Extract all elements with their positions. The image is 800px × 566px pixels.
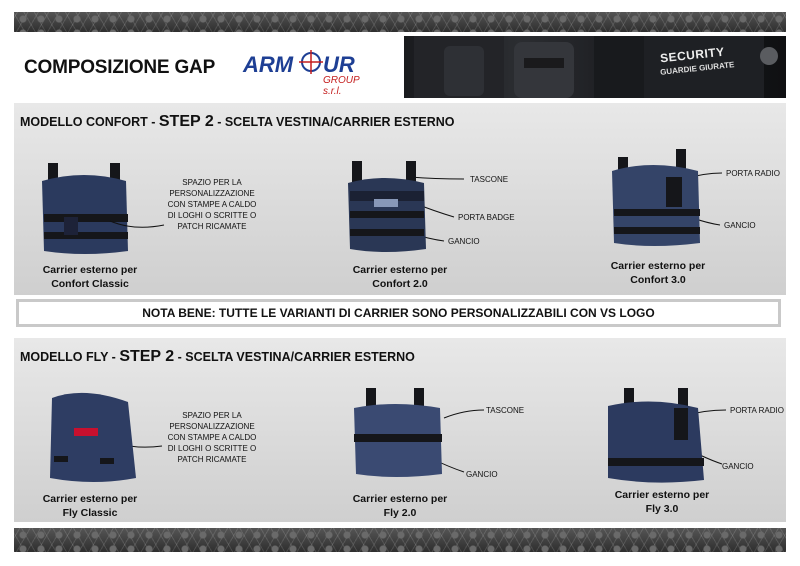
label-gancio-confort-3: GANCIO — [724, 221, 756, 230]
caption-fly-classic: Carrier esterno per Fly Classic — [42, 493, 138, 519]
header-photo-security — [404, 36, 786, 98]
confort-section — [14, 103, 786, 295]
caption-confort-3-0: Carrier esterno per Confort 3.0 — [610, 260, 706, 286]
label-porta-radio-fly: PORTA RADIO — [730, 406, 784, 415]
confort-heading: MODELLO CONFORT - STEP 2 - SCELTA VESTINA/CARRIER ESTERNO — [20, 113, 455, 130]
label-porta-radio-confort: PORTA RADIO — [726, 169, 780, 178]
label-gancio-fly-2: GANCIO — [466, 470, 498, 479]
caption-confort-classic: Carrier esterno per Confort Classic — [42, 264, 138, 290]
bottom-decorative-bar — [14, 528, 786, 552]
logo-text-right: UR — [323, 52, 355, 77]
vest-image-fly-3-0 — [598, 386, 718, 486]
label-tascone-confort: TASCONE — [470, 175, 509, 184]
vest-image-fly-2-0 — [344, 386, 464, 486]
label-porta-badge: PORTA BADGE — [458, 213, 515, 222]
fly-section — [14, 338, 786, 522]
top-decorative-bar — [14, 12, 786, 32]
crosshair-icon — [299, 50, 323, 74]
logo-text-left: ARM — [243, 52, 294, 77]
photo-security-text: SECURITY — [659, 44, 726, 66]
logo-subtitle: GROUP s.r.l. — [323, 75, 360, 97]
caption-fly-2-0: Carrier esterno per Fly 2.0 — [352, 493, 448, 519]
armour-logo — [243, 48, 373, 97]
customization-note-fly: SPAZIO PER LA PERSONALIZZAZIONE CON STAMPE A CALDO DI LOGHI O SCRITTE O PATCH RICAMATE — [167, 411, 257, 464]
caption-fly-3-0: Carrier esterno per Fly 3.0 — [614, 489, 710, 515]
fly-heading: MODELLO FLY - STEP 2 - SCELTA VESTINA/CARRIER ESTERNO — [20, 348, 415, 365]
vest-image-confort-3-0 — [608, 147, 718, 257]
vest-image-fly-classic — [44, 388, 154, 488]
caption-confort-2-0: Carrier esterno per Confort 2.0 — [352, 264, 448, 290]
note-bene-bar: NOTA BENE: TUTTE LE VARIANTI DI CARRIER SONO PERSONALIZZABILI CON VS LOGO — [16, 299, 781, 327]
customization-note-confort: SPAZIO PER LA PERSONALIZZAZIONE CON STAMPE A CALDO DI LOGHI O SCRITTE O PATCH RICAMATE — [167, 178, 257, 231]
label-gancio-confort-2: GANCIO — [448, 237, 480, 246]
photo-guardie-text: GUARDIE GIURATE — [659, 60, 735, 77]
page-title: COMPOSIZIONE GAP — [24, 57, 216, 78]
vest-image-confort-2-0 — [344, 159, 454, 259]
label-gancio-fly-3: GANCIO — [722, 462, 754, 471]
label-tascone-fly: TASCONE — [486, 406, 525, 415]
